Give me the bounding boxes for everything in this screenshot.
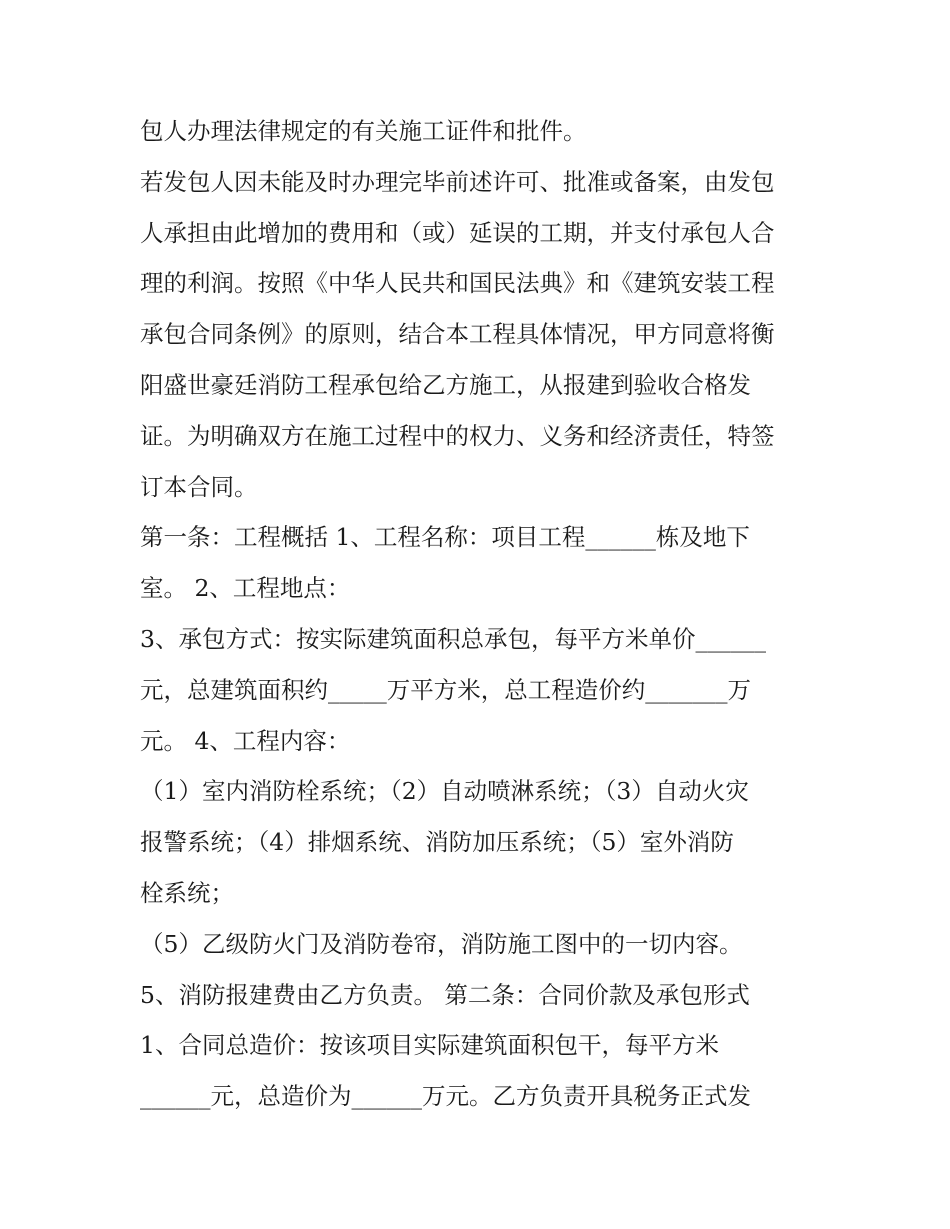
text-line: 报警系统；（4）排烟系统、消防加压系统；（5）室外消防 — [140, 828, 734, 857]
text-line: 第一条：工程概括 1、工程名称：项目工程______栋及地下 — [140, 523, 750, 552]
text-line: 证。为明确双方在施工过程中的权力、义务和经济责任，特签 — [140, 421, 775, 450]
text-line: 包人办理法律规定的有关施工证件和批件。 — [140, 117, 587, 145]
text-line: 阳盛世豪廷消防工程承包给乙方施工，从报建到验收合格发 — [140, 370, 751, 399]
text-line: （5）乙级防火门及消防卷帘，消防施工图中的一切内容。 — [140, 929, 743, 958]
text-line: 3、承包方式：按实际建筑面积总承包，每平方米单价______ — [140, 624, 766, 653]
text-line: 订本合同。 — [140, 472, 258, 501]
text-line: 元，总建筑面积约_____万平方米，总工程造价约_______万 — [140, 675, 751, 704]
text-line: 人承担由此增加的费用和（或）延误的工期，并支付承包人合 — [140, 218, 775, 247]
text-line: 承包合同条例》的原则，结合本工程具体情况，甲方同意将衡 — [140, 320, 775, 349]
text-line: 栓系统； — [140, 878, 234, 907]
text-line: 室。 2、工程地点： — [140, 574, 351, 603]
text-line: ______元，总造价为______万元。乙方负责开具税务正式发 — [140, 1082, 751, 1111]
text-line: 5、消防报建费由乙方负责。 第二条：合同价款及承包形式 — [140, 980, 750, 1009]
text-line: 元。 4、工程内容： — [140, 726, 351, 755]
text-line: 若发包人因未能及时办理完毕前述许可、批准或备案，由发包 — [140, 167, 775, 196]
text-line: 理的利润。按照《中华人民共和国民法典》和《建筑安装工程 — [140, 269, 775, 298]
contract-text — [140, 106, 820, 1122]
text-line: （1）室内消防栓系统；（2）自动喷淋系统；（3）自动火灾 — [140, 777, 749, 806]
text-line: 1、合同总造价：按该项目实际建筑面积包干，每平方米 — [140, 1031, 719, 1060]
